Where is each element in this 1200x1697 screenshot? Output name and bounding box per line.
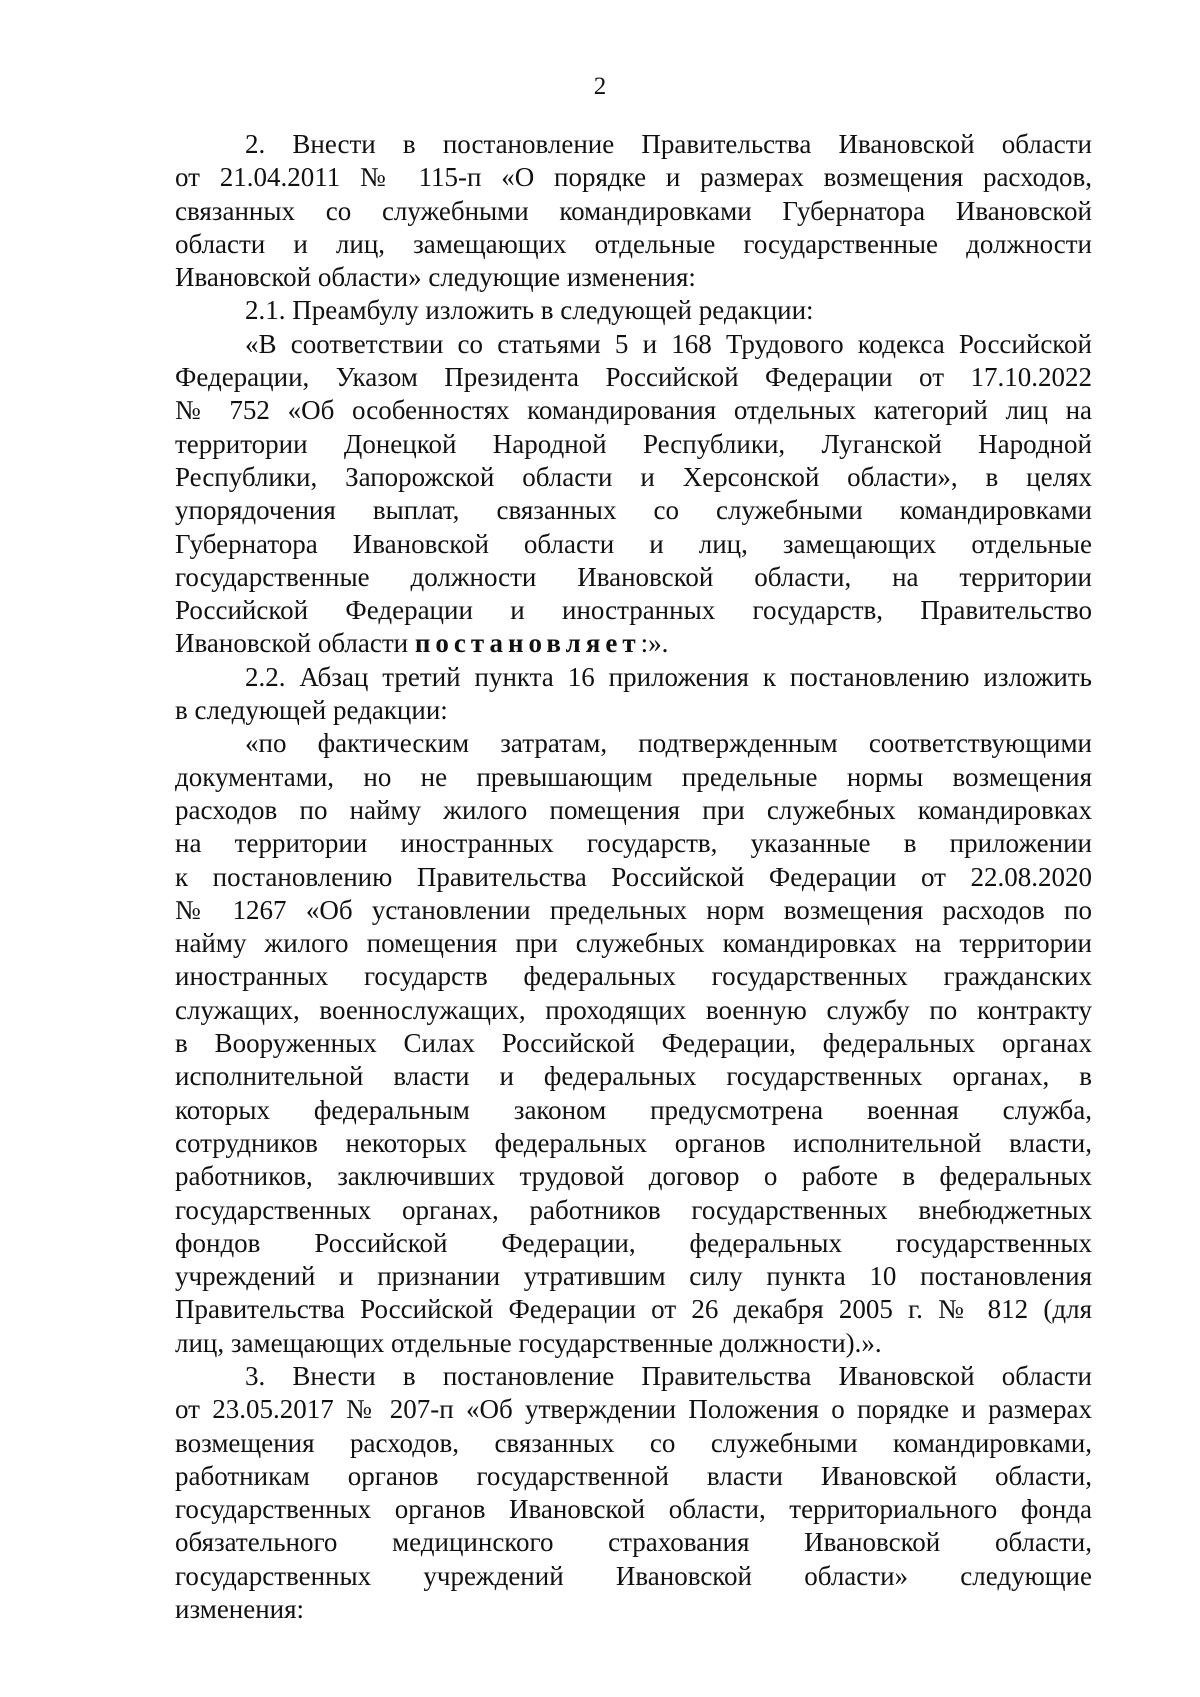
text-line: от 23.05.2017 № 207-п «Об утверждении Положения о порядке и размерах <box>175 1394 1092 1425</box>
text-line: № 752 «Об особенностях командирования отдельных категорий лиц на <box>175 395 1092 426</box>
text-line: учреждений и признании утратившим силу пункта 10 постановления <box>175 1261 1092 1292</box>
text-line: которых федеральным законом предусмотрена военная служба, <box>175 1094 1092 1125</box>
text-line: 2.2. Абзац третий пункта 16 приложения к постановлению изложить <box>245 661 1092 692</box>
text-line: государственные должности Ивановской области, на территории <box>175 561 1092 592</box>
text-line: Федерации, Указом Президента Российской Федерации от 17.10.2022 <box>175 362 1092 393</box>
text-line: Российской Федерации и иностранных государств, Правительство <box>175 595 1092 626</box>
text-line: иностранных государств федеральных государственных гражданских <box>175 961 1092 992</box>
text-segment: :». <box>640 628 669 659</box>
text-line: государственных органах, работников государственных внебюджетных <box>175 1194 1092 1225</box>
text-line: в следующей редакции: <box>175 695 448 726</box>
page-number: 2 <box>593 73 607 100</box>
text-line: Правительства Российской Федерации от 26 декабря 2005 г. № 812 (для <box>175 1294 1092 1325</box>
text-line: «В соответствии со статьями 5 и 168 Трудового кодекса Российской <box>245 328 1092 359</box>
text-line: государственных органов Ивановской области, территориального фонда <box>175 1494 1092 1525</box>
text-line: лиц, замещающих отдельные государственные должности).». <box>175 1327 882 1358</box>
text-line: 2.1. Преамбулу изложить в следующей редакции: <box>245 295 814 326</box>
text-line: к постановлению Правительства Российской Федерации от 22.08.2020 <box>175 861 1092 892</box>
text-line: связанных со служебными командировками Губернатора Ивановской <box>175 195 1092 226</box>
text-line: исполнительной власти и федеральных государственных органах, в <box>175 1061 1092 1092</box>
text-line: обязательного медицинского страхования Ивановской области, <box>175 1527 1092 1558</box>
text-line: фондов Российской Федерации, федеральных государственных <box>175 1227 1092 1258</box>
text-line: изменения: <box>175 1594 305 1625</box>
text-line: от 21.04.2011 № 115-п «О порядке и размерах возмещения расходов, <box>175 162 1092 193</box>
text-line: Губернатора Ивановской области и лиц, замещающих отдельные <box>175 528 1092 559</box>
text-line: документами, но не превышающим предельные нормы возмещения <box>175 761 1092 792</box>
text-line-with-decree-word <box>175 627 1092 660</box>
document-body <box>175 128 1092 1626</box>
text-line: служащих, военнослужащих, проходящих военную службу по контракту <box>175 994 1092 1025</box>
text-line: расходов по найму жилого помещения при служебных командировках <box>175 794 1092 825</box>
decree-word: постановляет <box>414 628 641 659</box>
text-line: 3. Внести в постановление Правительства Ивановской области <box>245 1360 1092 1391</box>
text-line: найму жилого помещения при служебных командировках на территории <box>175 928 1092 959</box>
text-segment: Ивановской области <box>175 628 415 659</box>
text-line: «по фактическим затратам, подтвержденным соответствующими <box>245 728 1092 759</box>
text-line: работников, заключивших трудовой договор о работе в федеральных <box>175 1161 1092 1192</box>
text-line: области и лиц, замещающих отдельные государственные должности <box>175 228 1092 259</box>
text-line: на территории иностранных государств, указанные в приложении <box>175 828 1092 859</box>
text-line: сотрудников некоторых федеральных органов исполнительной власти, <box>175 1127 1092 1158</box>
text-line: государственных учреждений Ивановской области» следующие <box>175 1560 1092 1591</box>
text-line: упорядочения выплат, связанных со служебными командировками <box>175 495 1092 526</box>
text-line: территории Донецкой Народной Республики, Луганской Народной <box>175 428 1092 459</box>
text-line: № 1267 «Об установлении предельных норм возмещения расходов по <box>175 894 1092 925</box>
text-line: Республики, Запорожской области и Херсонской области», в целях <box>175 461 1092 492</box>
text-line: в Вооруженных Силах Российской Федерации, федеральных органах <box>175 1028 1092 1059</box>
text-line: Ивановской области» следующие изменения: <box>175 262 696 293</box>
text-line: работникам органов государственной власти Ивановской области, <box>175 1460 1092 1491</box>
text-line: возмещения расходов, связанных со служебными командировками, <box>175 1427 1092 1458</box>
text-line: 2. Внести в постановление Правительства Ивановской области <box>245 129 1092 159</box>
